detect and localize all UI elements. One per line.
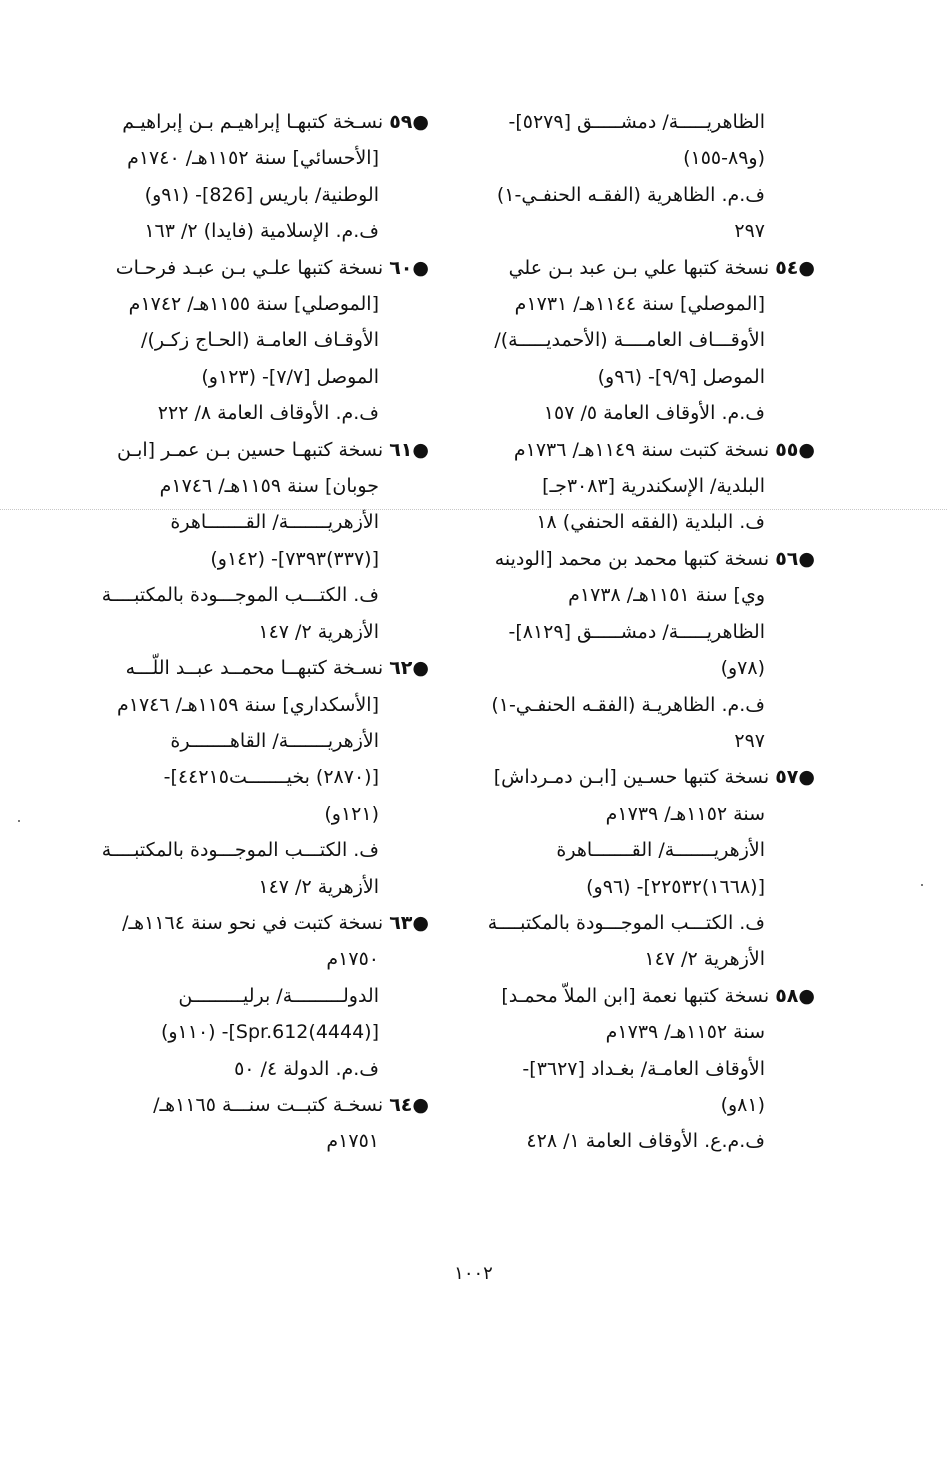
- entry-line: الوطنية/ باريس [826]- (٩١و): [144, 183, 379, 206]
- entry-number: ●٦١: [389, 438, 429, 461]
- entry-59: [97, 104, 429, 250]
- entry-line: نسخة كتبها نعمة [ابن الملاّ محمـد]: [501, 984, 770, 1007]
- entry-55: [465, 432, 815, 541]
- entry-line: ف.م. الظاهريـة (الفقـه الحنفـي-١): [491, 693, 765, 716]
- entry-line: الأزهرية ٢/ ١٤٧: [258, 620, 379, 643]
- entry-line: الأزهرية ٢/ ١٤٧: [258, 875, 379, 898]
- entry-56: [465, 541, 815, 759]
- entry-number: ●٥٦: [775, 547, 815, 570]
- entry-60: [97, 250, 429, 432]
- entry-line: ف.م.ع. الأوقاف العامة ١/ ٤٢٨: [526, 1130, 765, 1153]
- entry-line: ٢٩٧: [734, 220, 765, 243]
- entry-line: الدولـــــــــة/ برليـــــــــن: [178, 984, 379, 1007]
- entry-line: ف. الكتـــب الموجـــودة بالمكتبــــة: [101, 584, 379, 607]
- entry-line: [الموصلي] سنة ١١٥٥هـ/ ١٧٤٢م: [128, 293, 379, 316]
- entry-line: ١٧٥٠م: [326, 948, 379, 971]
- entry-line: ف. الكتـــب الموجـــودة بالمكتبــــة: [487, 911, 765, 934]
- entry-line: ف.م. الإسلامية (فايدا) ٢/ ١٦٣: [144, 220, 379, 243]
- entry-58: [465, 978, 815, 1160]
- entry-number: ●٦٤: [389, 1093, 429, 1116]
- page-number: ١٠٠٢: [454, 1263, 493, 1284]
- entry-line: [الموصلي] سنة ١١٤٤هـ/ ١٧٣١م: [514, 293, 765, 316]
- entry-62: [97, 650, 429, 905]
- right-column: [465, 104, 815, 1160]
- entry-line: [(٢٨٧٠) بخيـــــــت٤٤٢١٥]-: [163, 766, 379, 789]
- entry-number: ●٥٨: [775, 984, 815, 1007]
- left-column: [97, 104, 429, 1160]
- entry-line: سنة ١١٥٢هـ/ ١٧٣٩م: [605, 802, 765, 825]
- entry-line: ف.م. الظاهرية (الفقـه الحنفـي-١): [496, 183, 765, 206]
- scan-speck: [18, 820, 20, 822]
- entry-line: [(4444)Spr.612]- (١١٠و): [160, 1021, 379, 1044]
- entry-line: [(٣٣٧)٧٣٩٣]- (١٤٢و): [210, 547, 379, 570]
- entry-line: الأوقـاف العامـة (الحـاج زكـر)/: [141, 329, 379, 352]
- entry-line: الموصل [٧/٧]- (١٢٣و): [201, 365, 379, 388]
- entry-line: ف. الكتـــب الموجـــودة بالمكتبــــة: [101, 839, 379, 862]
- entry-line: الموصل [٩/٩]- (٩٦و): [597, 365, 765, 388]
- entry-number: ●٦٣: [389, 911, 429, 934]
- entry-line: نسخة كتبت سنة ١١٤٩هـ/ ١٧٣٦م: [513, 438, 770, 461]
- entry-line: ف. البلدية (الفقه الحنفي) ١٨: [536, 511, 765, 534]
- entry-line: الأزهريـــــــة/ القاهـــــــرة: [170, 729, 379, 752]
- entry-line: ف.م. الدولة ٤/ ٥٠: [234, 1057, 379, 1080]
- entry-line: (و٨٩-١٥٥): [683, 147, 765, 170]
- entry-number: ●٥٥: [775, 438, 815, 461]
- entry-63: [97, 905, 429, 1087]
- entry-number: ●٥٩: [389, 111, 429, 133]
- entry-number: ●٥٧: [775, 766, 815, 789]
- entry-line: نسخـة كتبــت سنـــة ١١٦٥هـ/: [153, 1093, 384, 1116]
- entry-line: [الأحسائي] سنة ١١٥٢هـ/ ١٧٤٠م: [127, 147, 379, 170]
- entry-line: نسخة كتبها علـي بـن عبـد فرحـات: [115, 256, 384, 279]
- entry-line: نسخة كتبها حسـين [ابـن دمـرداش]: [493, 766, 770, 789]
- entry-61: [97, 432, 429, 650]
- entry-line: سنة ١١٥٢هـ/ ١٧٣٩م: [605, 1021, 765, 1044]
- entry-line: الأزهريـــــــة/ القـــــــاهرة: [170, 511, 379, 534]
- entry-line: جوبان] سنة ١١٥٩هـ/ ١٧٤٦م: [159, 475, 379, 498]
- entry-line: ٢٩٧: [734, 729, 765, 752]
- entry-line: (٨١و): [720, 1093, 765, 1116]
- entry-line: الأزهريـــــــة/ القـــــــاهرة: [556, 839, 765, 862]
- entry-line: (٧٨و): [720, 657, 765, 680]
- entry-line: نسـخة كتبهــا محمــد عبــد اللّـــه: [125, 657, 384, 680]
- entry-line: نسخة كتبهـا حسين بـن عمـر [ابـن: [117, 438, 384, 461]
- entry-line: الظاهريـــــة/ دمشـــــق [٥٢٧٩]-: [508, 111, 765, 133]
- entry-line: [(١٦٦٨)٢٢٥٣٢]- (٩٦و): [586, 875, 765, 898]
- scan-speck: [921, 884, 923, 886]
- entry-number: ●٥٤: [775, 256, 815, 279]
- entry-54: [465, 250, 815, 432]
- entry-number: ●٦٠: [389, 256, 429, 279]
- entry-line: نسـخة كتبهـا إبراهيـم بـن إبراهيـم: [122, 111, 384, 133]
- entry-line: الأزهرية ٢/ ١٤٧: [644, 948, 765, 971]
- entry-line: وي] سنة ١١٥١هـ/ ١٧٣٨م: [568, 584, 765, 607]
- entry-line: الأوقـــاف العامــــة (الأحمديـــــة)/: [494, 329, 765, 352]
- entry-line: [الأسكداري] سنة ١١٥٩هـ/ ١٧٤٦م: [116, 693, 379, 716]
- entry-57: [465, 759, 815, 977]
- entry-line: الظاهريـــــة/ دمشـــــق [٨١٢٩]-: [508, 620, 765, 643]
- entry-line: الأوقاف العامـة/ بغـداد [٣٦٢٧]-: [522, 1057, 765, 1080]
- entry-line: نسخة كتبها علي بـن عبد بـن علي: [508, 256, 770, 279]
- entry-number: ●٦٢: [389, 657, 429, 680]
- entry-line: نسخة كتبها محمد بن محمد [الودينه: [494, 547, 770, 570]
- entry-line: البلدية/ الإسكندرية [٣٠٨٣جـ]: [542, 475, 765, 498]
- entry-line: ف.م. الأوقاف العامة ٨/ ٢٢٢: [157, 402, 379, 425]
- entry-line: نسخة كتبت في نحو سنة ١١٦٤هـ/: [122, 911, 384, 934]
- entry-line: (١٢١و): [324, 802, 379, 825]
- entry-continued: [465, 104, 815, 250]
- entry-64: [97, 1087, 429, 1160]
- entry-line: ف.م. الأوقاف العامة ٥/ ١٥٧: [543, 402, 765, 425]
- entry-line: ١٧٥١م: [326, 1130, 379, 1153]
